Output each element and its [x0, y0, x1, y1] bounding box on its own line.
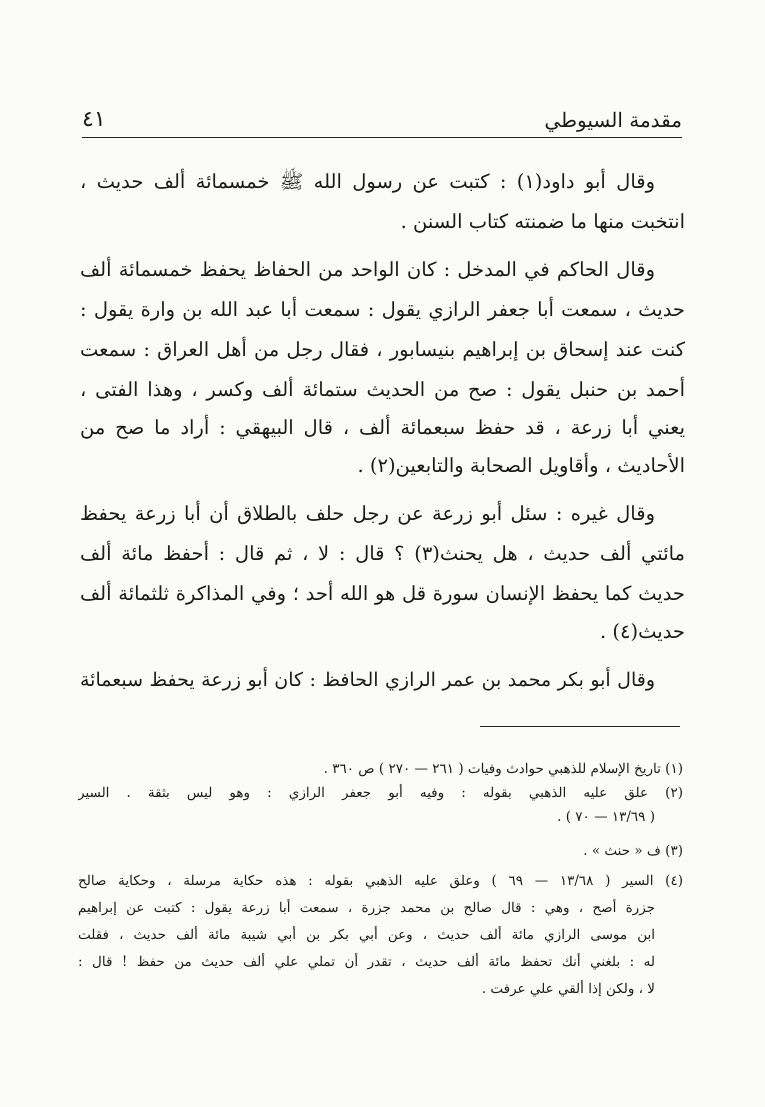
footnote-line: لا ، ولكن إذا ألقي علي عرفت .: [481, 981, 655, 997]
body-line: كنت عند إسحاق بن إبراهيم بنيسابور ، فقال رجل من أهل العراق : سمعت: [80, 338, 685, 361]
footnote-rule: [480, 726, 680, 727]
body-line: انتخبت منها ما ضمنته كتاب السنن .: [400, 210, 685, 233]
body-line: حديث ، سمعت أبا جعفر الرازي يقول : سمعت أبا عبد الله بن وارة يقول :: [80, 298, 685, 321]
body-line: حديث كما يحفظ الإنسان سورة قل هو الله أحد ؛ وفي المذاكرة ثلثمائة ألف: [80, 582, 685, 605]
footnote-line: (٣) ف « حنث » .: [583, 843, 683, 859]
footnote-line: (١) تاريخ الإسلام للذهبي حوادث وفيات ( ٢٦١ — ٢٧٠ ) ص ٣٦٠ .: [323, 761, 683, 777]
running-title: مقدمة السيوطي: [544, 108, 682, 132]
footnote-line: (٢) علق عليه الذهبي بقوله : وفيه أبو جعفر الرازي : وهو ليس بثقة . السير: [78, 785, 683, 801]
body-line: وقال أبو داود(١) : كتبت عن رسول الله ﷺ خمسمائة ألف حديث ،: [80, 170, 655, 193]
page-header: [82, 106, 682, 136]
body-line: وقال أبو بكر محمد بن عمر الرازي الحافظ : كان أبو زرعة يحفظ سبعمائة: [80, 669, 655, 691]
footnote-line: ( ١٣/٦٩ — ٧٠ ) .: [557, 809, 655, 825]
body-line: حديث(٤) .: [600, 620, 685, 643]
body-line: الأحاديث ، وأقاويل الصحابة والتابعين(٢) .: [357, 454, 685, 477]
body-line: أحمد بن حنبل يقول : صح من الحديث ستمائة ألف وكسر ، وهذا الفتى ،: [80, 378, 685, 401]
footnote-line: له : بلغني أنك تحفظ مائة ألف حديث ، تقدر أن تملي علي ألف حديث من حفظ ! قال :: [78, 954, 655, 970]
body-line: وقال الحاكم في المدخل : كان الواحد من الحفاظ يحفظ خمسمائة ألف: [80, 258, 655, 281]
body-line: مائتي ألف حديث ، هل يحنث(٣) ؟ قال : لا ، ثم قال : أحفظ مائة ألف: [80, 542, 685, 565]
footnote-line: ابن موسى الرازي مائة ألف حديث ، وعن أبي بكر بن أبي شيبة مائة ألف حديث ، فقلت: [78, 927, 655, 943]
body-line: يعني أبا زرعة ، قد حفظ سبعمائة ألف ، قال البيهقي : أراد ما صح من: [80, 416, 685, 439]
footnote-line: جزرة أصح ، وهي : قال صالح بن محمد جزرة ، سمعت أبا زرعة يقول : كتبت عن إبراهيم: [78, 900, 655, 916]
header-rule: [82, 137, 682, 138]
footnote-line: (٤) السير ( ١٣/٦٨ — ٦٩ ) وعلق عليه الذهبي بقوله : هذه حكاية مرسلة ، وحكاية صالح: [78, 873, 683, 889]
body-line: وقال غيره : سئل أبو زرعة عن رجل حلف بالطلاق أن أبا زرعة يحفظ: [80, 502, 655, 525]
page-number: ٤١: [82, 107, 106, 132]
